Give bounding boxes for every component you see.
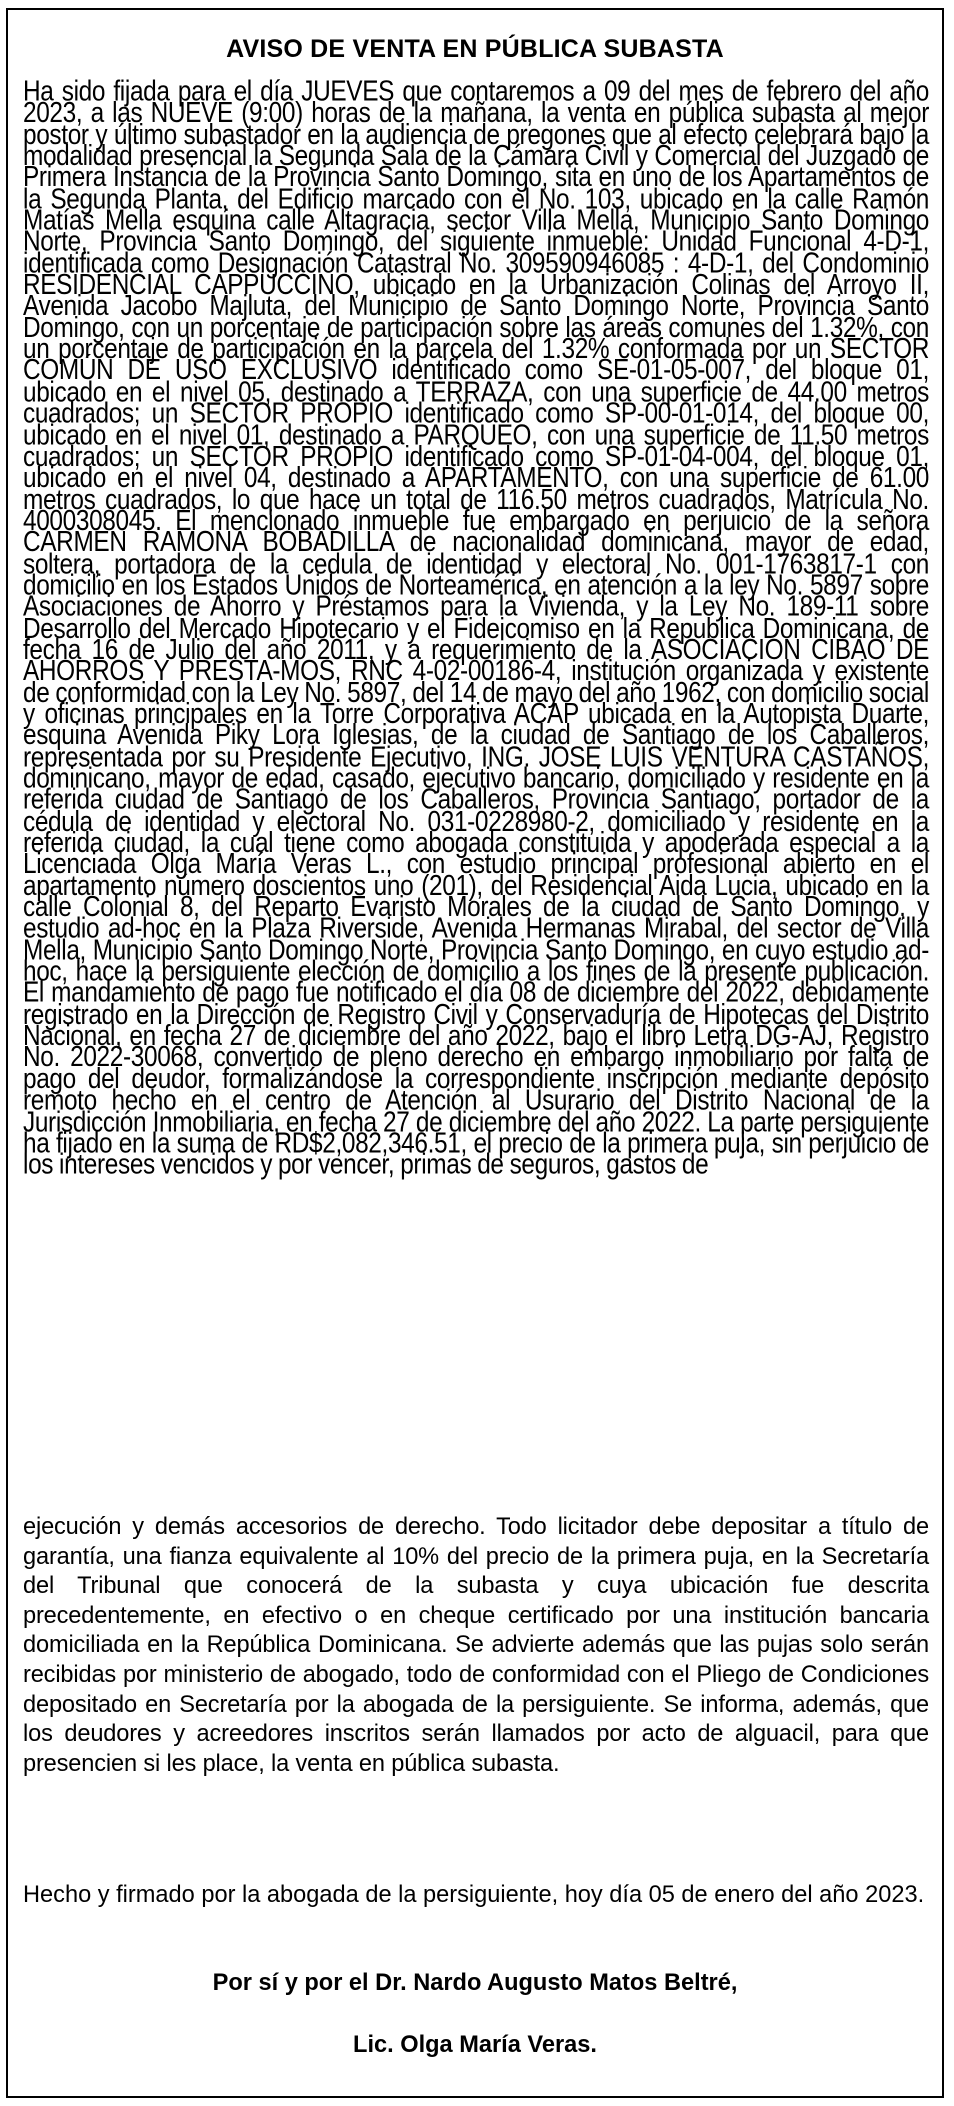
notice-body-conditions: ejecución y demás accesorios de derecho. Todo licitador debe depositar a título de garantía, una fianza equivalente al 10% del precio de la primera puja, en la Secretaría del Tribunal que conocerá de la subasta y cuya ubicación fue descrita precedentemente, en efectivo o en cheque certificado por una institución bancaria domiciliada en la República Dominicana. Se advierte además que las pujas solo serán recibidas por ministerio de abogado, todo de conformidad con el Pliego de Condiciones depositado en Secretaría por la abogada de la persiguiente. Se informa, además, que los deudores y acreedores inscritos serán llamados por acto de alguacil, para que presencien si les place, la venta en pública subasta. xyxy=(23,1514,929,1777)
notice-body-main: Ha sido fijada para el día JUEVES que contaremos a 09 del mes de febrero del año 2023, a las NUEVE (9:00) horas de la mañana, la venta en pública subasta al mejor postor y último subastador en la audiencia de pregones que al efecto celebrará bajo la modalidad presencial la Segunda Sala de la Cámara Civil y Comercial del Juzgado de Primera Instancia de la Provincia Santo Domingo, sita en uno de los Apartamentos de la Segunda Planta, del Edificio marcado con el No. 103, ubicado en la calle Ramón Matías Mella esquina calle Altagracia, sector Villa Mella, Municipio Santo Domingo Norte, Provincia Santo Domingo, del siguiente inmueble: Unidad Funcional 4-D-1, identificada como Designación Catastral No. 309590946085 : 4-D-1, del Condominio RESIDENCIAL CAPPUCCINO, ubicado en la Urbanización Colinas del Arroyo II, Avenida Jacobo Majluta, del Municipio de Santo Domingo Norte, Provincia Santo Domingo, con un porcentaje de participación sobre las áreas comunes del 1.32%, con un porcentaje de participación en la parcela del 1.32% conformada por un SECTOR COMÚN DE USO EXCLUSIVO identificado como SE-01-05-007, del bloque 01, ubicado en el nivel 05, destinado a TERRAZA, con una superficie de 44.00 metros cuadrados; un SECTOR PROPIO identificado como SP-00-01-014, del bloque 00, ubicado en el nivel 01, destinado a PARQUEO, con una superficie de 11.50 metros cuadrados; un SECTOR PROPIO identificado como SP-01-04-004, del bloque 01, ubicado en el nivel 04, destinado a APARTAMENTO, con una superficie de 61.00 metros cuadrados, lo que hace un total de 116.50 metros cuadrados, Matrícula No. 4000308045. El mencionado inmueble fue embargado en perjuicio de la señora CARMEN RAMONA BOBADILLA de nacionalidad dominicana, mayor de edad, soltera, portadora de la cedula de identidad y electoral No. 001-1763817-1 con domicilio en los Estados Unidos de Norteamérica, en atención a la ley No. 5897 sobre Asociaciones de Ahorro y Préstamos para la Vivienda, y la Ley No. 189-11 sobre Desarrollo del Mercado Hipotecario y el Fideicomiso en la Republica Dominicana, de fecha 16 de Julio del año 2011, y a requerimiento de la ASOCIACION CIBAO DE AHORROS Y PRESTA-MOS, RNC 4-02-00186-4, institución organizada y existente de conformidad con la Ley No. 5897, del 14 de mayo del año 1962, con domicilio social y oficinas principales en la Torre Corporativa ACAP ubicada en la Autopista Duarte, esquina Avenida Piky Lora Iglesias, de la ciudad de Santiago de los Caballeros, representada por su Presidente Ejecutivo, ING. JOSE LUIS VENTURA CASTAÑOS, dominicano, mayor de edad, casado, ejecutivo bancario, domiciliado y residente en la referida ciudad de Santiago de los Caballeros, Provincia Santiago, portador de la cédula de identidad y electoral No. 031-0228980-2, domiciliado y residente en la referida ciudad, la cual tiene como abogada constituida y apoderada especial a la Licenciada Olga María Veras L., con estudio principal profesional abierto en el apartamento número doscientos uno (201), del Residencial Aida Lucia, ubicado en la calle Colonial 8, del Reparto Evaristo Morales de la ciudad de Santo Domingo, y estudio ad-hoc en la Plaza Riverside, Avenida Hermanas Mirabal, del sector de Villa Mella, Municipio Santo Domingo Norte, Provincia Santo Domingo, en cuyo estudio ad-hoc, hace la persiguiente elección de domicilio a los fines de la presente publicación. El mandamiento de pago fue notificado el día 08 de diciembre del 2022, debidamente registrado en la Dirección de Registro Civil y Conservaduría de Hipotecas del Distrito Nacional, en fecha 27 de diciembre del año 2022, bajo el libro Letra DG-AJ, Registro No. 2022-30068, convertido de pleno derecho en embargo inmobiliario por falta de pago del deudor, formalizándose la correspondiente inscripción mediante depósito remoto hecho en el centro de Atención al Usurario del Distrito Nacional de la Jurisdicción Inmobiliaria, en fecha 27 de diciembre del año 2022. La parte persiguiente ha fijado en la suma de RD$2,082,346.51, el precio de la primera puja, sin perjuicio de los intereses vencidos y por vencer, primas de seguros, gastos de xyxy=(23,76,929,1181)
auction-notice xyxy=(6,8,944,2098)
notice-closing: Hecho y firmado por la abogada de la persiguiente, hoy día 05 de enero del año 2023. xyxy=(23,1882,925,1908)
signature-line-1: Por sí y por el Dr. Nardo Augusto Matos Beltré, xyxy=(212,1970,738,1996)
signature-line-2: Lic. Olga María Veras. xyxy=(353,2032,597,2058)
notice-title: AVISO DE VENTA EN PÚBLICA SUBASTA xyxy=(226,35,724,63)
